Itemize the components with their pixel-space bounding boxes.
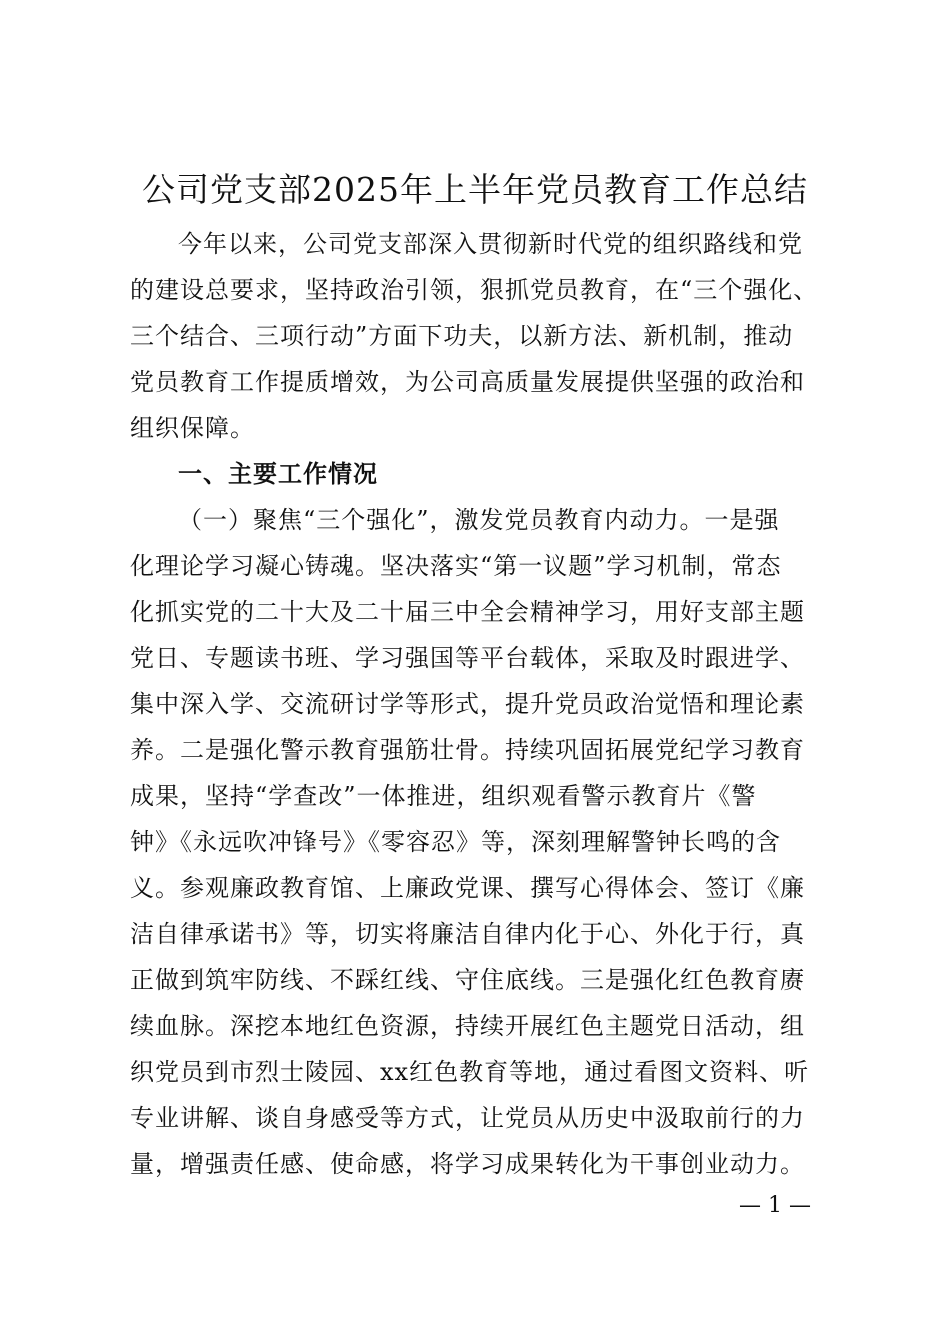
- document-title: 公司党支部2025年上半年党员教育工作总结: [142, 170, 808, 209]
- body-line: 织党员到市烈士陵园、xx红色教育等地，通过看图文资料、听: [130, 1058, 810, 1086]
- body-line: 化抓实党的二十大及二十届三中全会精神学习，用好支部主题: [130, 598, 805, 626]
- intro-line: 三个结合、三项行动”方面下功夫，以新方法、新机制，推动: [130, 322, 794, 350]
- intro-line: 组织保障。: [130, 414, 255, 442]
- body-line: 党日、专题读书班、学习强国等平台载体，采取及时跟进学、: [130, 644, 805, 672]
- body-line: 专业讲解、谈自身感受等方式，让党员从历史中汲取前行的力: [130, 1104, 805, 1132]
- section-heading: 一、主要工作情况: [178, 460, 378, 488]
- body-line: 化理论学习凝心铸魂。坚决落实“第一议题”学习机制，常态: [130, 552, 782, 580]
- body-line: （一）聚焦“三个强化”，激发党员教育内动力。一是强: [178, 506, 780, 534]
- body-line: 续血脉。深挖本地红色资源，持续开展红色主题党日活动，组: [130, 1012, 805, 1040]
- body-line: 成果，坚持“学查改”一体推进，组织观看警示教育片《警: [130, 782, 757, 810]
- page-number: — 1 —: [739, 1193, 811, 1218]
- body-line: 养。二是强化警示教育强筋壮骨。持续巩固拓展党纪学习教育: [130, 736, 805, 764]
- intro-line: 的建设总要求，坚持政治引领，狠抓党员教育，在“三个强化、: [130, 276, 819, 304]
- body-line: 量，增强责任感、使命感，将学习成果转化为干事创业动力。: [130, 1150, 805, 1178]
- body-line: 钟》《永远吹冲锋号》《零容忍》等，深刻理解警钟长鸣的含: [130, 828, 781, 856]
- body-line: 正做到筑牢防线、不踩红线、守住底线。三是强化红色教育赓: [130, 966, 805, 994]
- intro-line: 今年以来，公司党支部深入贯彻新时代党的组织路线和党: [178, 230, 803, 258]
- body-line: 集中深入学、交流研讨学等形式，提升党员政治觉悟和理论素: [130, 690, 805, 718]
- body-line: 义。参观廉政教育馆、上廉政党课、撰写心得体会、签订《廉: [130, 874, 805, 902]
- body-line: 洁自律承诺书》等，切实将廉洁自律内化于心、外化于行，真: [130, 920, 805, 948]
- intro-line: 党员教育工作提质增效，为公司高质量发展提供坚强的政治和: [130, 368, 805, 396]
